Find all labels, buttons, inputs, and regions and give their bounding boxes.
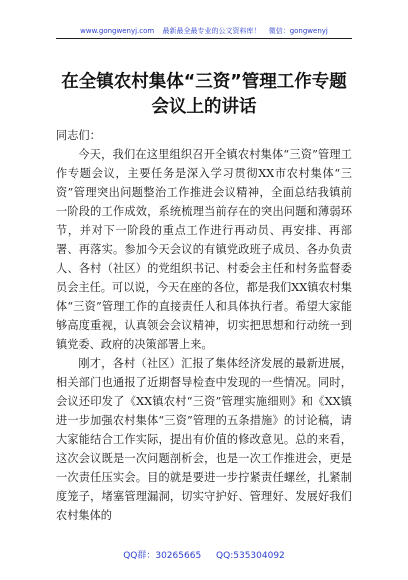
footer-qq: QQ:535304092 <box>216 551 285 561</box>
page-footer <box>0 548 408 561</box>
paragraph-2: 刚才，各村（社区）汇报了集体经济发展的最新进展，相关部门也通报了近期督导检查中发现的一些情况。同时，会议还印发了《XX镇农村“三资”管理实施细则》和《XX镇进一步加强农村集体“三资”管理的五条措施》的讨论稿，请大家能结合工作实际，提出有价值的修改意见。总的来看，这次会议既是一次问题剖析会，也是一次工作推进会，更是一次责任压实会。目的就是要进一步拧紧责任螺丝，扎紧制度笼子，堵塞管理漏洞，切实守护好、管理好、发展好我们农村集体的 <box>56 357 352 522</box>
header-slogan: 最新最全最专业的公文资料库！ <box>162 27 261 35</box>
document-title: 在全镇农村集体“三资”管理工作专题会议上的讲话 <box>61 72 347 117</box>
header-site: www.gongwenyj.com <box>80 27 155 35</box>
document-body <box>56 126 352 525</box>
page-header <box>0 26 408 36</box>
paragraph-1: 今天，我们在这里组织召开全镇农村集体“三资”管理工作专题会议，主要任务是深入学习贯彻XX市农村集体“三资”管理突出问题整治工作推进会议精神，全面总结我镇前一阶段的工作成效，系统梳理当前存在的突出问题和薄弱环节，并对下一阶段的重点工作进行再动员、再安排、再部署、再落实。参加今天会议的有镇党政班子成员、各办负责人、各村（社区）的党组织书记、村委会主任和村务监督委员会主任。可以说，今天在座的各位，都是我们XX镇农村集体“三资”管理工作的直接责任人和具体执行者。希望大家能够高度重视，认真领会会议精神，切实把思想和行动统一到镇党委、政府的决策部署上来。 <box>56 148 352 351</box>
salutation: 同志们： <box>56 129 101 142</box>
header-wechat: 微信：gongwenyj <box>268 27 328 35</box>
header-rule <box>56 38 352 39</box>
footer-qq-group: QQ群：30265665 <box>123 551 202 561</box>
